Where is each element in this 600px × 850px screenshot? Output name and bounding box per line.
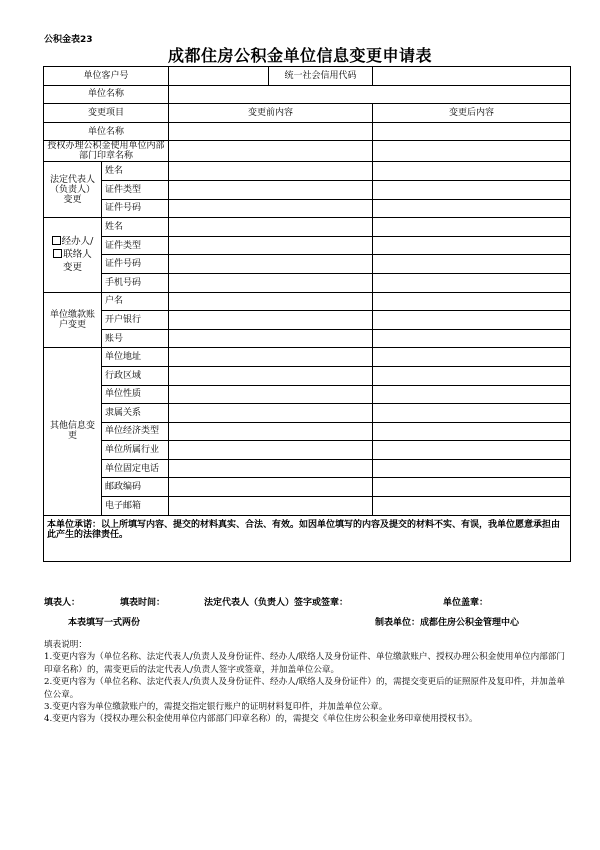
- other-info-row: [44, 441, 571, 460]
- other-info-field-label: 电子邮箱: [102, 497, 169, 516]
- other-info-after-input[interactable]: [373, 478, 571, 497]
- other-info-after-input[interactable]: [373, 404, 571, 423]
- other-info-before-input[interactable]: [169, 497, 373, 516]
- other-info-before-input[interactable]: [169, 441, 373, 460]
- legal-rep-row: [44, 199, 571, 218]
- row-unit-name-change: [44, 122, 571, 141]
- row-seal-name: [44, 141, 571, 162]
- account-label: 单位缴款账户变更: [44, 292, 102, 348]
- legal-rep-after-input[interactable]: [373, 162, 571, 181]
- agent-field-label: 手机号码: [102, 273, 169, 292]
- unit-name-change-label: 单位名称: [44, 122, 169, 141]
- agent-label-line: [47, 261, 98, 274]
- maker-note: 制表单位：成都住房公积金管理中心: [375, 618, 520, 628]
- agent-row: [44, 218, 571, 237]
- legal-rep-before-input[interactable]: [169, 162, 373, 181]
- legal-rep-label: 法定代表人（负责人）变更: [44, 162, 102, 218]
- other-info-after-input[interactable]: [373, 385, 571, 404]
- other-info-field-label: 隶属关系: [102, 404, 169, 423]
- account-after-input[interactable]: [373, 329, 571, 348]
- instruction-4: 4.变更内容为（授权办理公积金使用单位内部部门印章名称）的，需提交《单位住房公积金业务印章使用授权书》。: [44, 714, 478, 725]
- agent-label: [44, 218, 102, 292]
- legal-rep-before-input[interactable]: [169, 199, 373, 218]
- seal-name-label: 授权办理公积金使用单位内部部门印章名称: [44, 141, 169, 162]
- legal-rep-row: [44, 180, 571, 199]
- agent-row: [44, 236, 571, 255]
- account-after-input[interactable]: [373, 311, 571, 330]
- other-info-row: [44, 478, 571, 497]
- account-before-input[interactable]: [169, 329, 373, 348]
- other-info-after-input[interactable]: [373, 441, 571, 460]
- legal-sign-label: 法定代表人（负责人）签字或签章：: [204, 598, 349, 608]
- unit-name-input[interactable]: [169, 85, 571, 104]
- account-before-input[interactable]: [169, 292, 373, 311]
- promise-statement: 本单位承诺：以上所填写内容、提交的材料真实、合法、有效。如因单位填写的内容及提交的材料不实、有误，我单位愿意承担由此产生的法律责任。: [44, 515, 571, 561]
- unit-name-before-input[interactable]: [169, 122, 373, 141]
- agent-label-line: [47, 235, 98, 248]
- filler-label: 填表人：: [44, 598, 81, 608]
- account-field-label: 户名: [102, 292, 169, 311]
- account-row: [44, 292, 571, 311]
- legal-rep-field-label: 证件类型: [102, 180, 169, 199]
- legal-rep-before-input[interactable]: [169, 180, 373, 199]
- change-form-table: [43, 66, 571, 562]
- agent-before-input[interactable]: [169, 218, 373, 237]
- other-info-field-label: 单位地址: [102, 348, 169, 367]
- agent-field-label: 姓名: [102, 218, 169, 237]
- agent-label-text: 联络人: [63, 249, 92, 261]
- other-info-after-input[interactable]: [373, 348, 571, 367]
- agent-row: [44, 273, 571, 292]
- other-info-row: [44, 422, 571, 441]
- row-change-header: [44, 104, 571, 123]
- agent-after-input[interactable]: [373, 273, 571, 292]
- other-info-before-input[interactable]: [169, 385, 373, 404]
- promise-row: [44, 515, 571, 561]
- agent-after-input[interactable]: [373, 255, 571, 274]
- legal-rep-row: [44, 162, 571, 181]
- agent-before-input[interactable]: [169, 236, 373, 255]
- unit-customer-no-label: 单位客户号: [44, 67, 169, 86]
- row-unit-name: [44, 85, 571, 104]
- instructions-heading: 填表说明：: [44, 640, 87, 650]
- account-after-input[interactable]: [373, 292, 571, 311]
- form-code: 公积金表23: [44, 35, 93, 45]
- agent-checkbox-icon[interactable]: [52, 236, 61, 245]
- account-row: [44, 329, 571, 348]
- change-item-label: 变更项目: [44, 104, 169, 123]
- legal-rep-after-input[interactable]: [373, 199, 571, 218]
- before-content-label: 变更前内容: [169, 104, 373, 123]
- seal-name-before-input[interactable]: [169, 141, 373, 162]
- instruction-3: 3.变更内容为单位缴款账户的，需提交指定银行账户的证明材料复印件，并加盖单位公章。: [44, 702, 388, 713]
- other-info-row: [44, 497, 571, 516]
- unit-name-label: 单位名称: [44, 85, 169, 104]
- other-info-row: [44, 348, 571, 367]
- agent-before-input[interactable]: [169, 273, 373, 292]
- liaison-checkbox-icon[interactable]: [53, 249, 62, 258]
- agent-after-input[interactable]: [373, 218, 571, 237]
- other-info-field-label: 单位经济类型: [102, 422, 169, 441]
- other-info-before-input[interactable]: [169, 348, 373, 367]
- other-info-before-input[interactable]: [169, 478, 373, 497]
- other-info-before-input[interactable]: [169, 366, 373, 385]
- other-info-label: 其他信息变更: [44, 348, 102, 515]
- other-info-field-label: 行政区域: [102, 366, 169, 385]
- legal-rep-after-input[interactable]: [373, 180, 571, 199]
- other-info-before-input[interactable]: [169, 404, 373, 423]
- unit-customer-no-input[interactable]: [169, 67, 269, 86]
- account-field-label: 开户银行: [102, 311, 169, 330]
- row-unit-customer-no: [44, 67, 571, 86]
- instructions: [44, 639, 572, 726]
- other-info-row: [44, 366, 571, 385]
- other-info-row: [44, 404, 571, 423]
- fill-date-label: 填表时间：: [120, 598, 166, 608]
- legal-rep-field-label: 姓名: [102, 162, 169, 181]
- unit-seal-label: 单位盖章：: [443, 598, 489, 608]
- seal-name-after-input[interactable]: [373, 141, 571, 162]
- other-info-field-label: 邮政编码: [102, 478, 169, 497]
- other-info-after-input[interactable]: [373, 459, 571, 478]
- after-content-label: 变更后内容: [373, 104, 571, 123]
- instruction-1: 1.变更内容为（单位名称、法定代表人/负责人及身份证件、经办人/联络人及身份证件、单位缴款账户、授权办理公积金使用单位内部部门印章名称）的，需变更后的法定代表人/负责人签字或签章，并加盖单位公章。: [44, 652, 566, 675]
- other-info-after-input[interactable]: [373, 422, 571, 441]
- unit-name-after-input[interactable]: [373, 122, 571, 141]
- instruction-2: 2.变更内容为（单位名称、法定代表人/负责人及身份证件、经办人/联络人及身份证件）的，需提交变更后的证照原件及复印件，并加盖单位公章。: [44, 677, 566, 700]
- other-info-before-input[interactable]: [169, 422, 373, 441]
- other-info-field-label: 单位性质: [102, 385, 169, 404]
- account-before-input[interactable]: [169, 311, 373, 330]
- other-info-row: [44, 385, 571, 404]
- agent-label-line: [47, 248, 98, 261]
- other-info-row: [44, 459, 571, 478]
- form-title: 成都住房公积金单位信息变更申请表: [167, 46, 432, 65]
- agent-row: [44, 255, 571, 274]
- agent-after-input[interactable]: [373, 236, 571, 255]
- other-info-after-input[interactable]: [373, 366, 571, 385]
- credit-code-input[interactable]: [373, 67, 571, 86]
- copies-note: 本表填写一式两份: [68, 618, 141, 628]
- agent-field-label: 证件类型: [102, 236, 169, 255]
- other-info-field-label: 单位固定电话: [102, 459, 169, 478]
- account-row: [44, 311, 571, 330]
- other-info-before-input[interactable]: [169, 459, 373, 478]
- legal-rep-field-label: 证件号码: [102, 199, 169, 218]
- agent-before-input[interactable]: [169, 255, 373, 274]
- agent-field-label: 证件号码: [102, 255, 169, 274]
- agent-label-text: 变更: [62, 262, 82, 274]
- credit-code-label: 统一社会信用代码: [269, 67, 373, 86]
- agent-label-text: 经办人/: [61, 236, 94, 248]
- account-field-label: 账号: [102, 329, 169, 348]
- other-info-after-input[interactable]: [373, 497, 571, 516]
- other-info-field-label: 单位所属行业: [102, 441, 169, 460]
